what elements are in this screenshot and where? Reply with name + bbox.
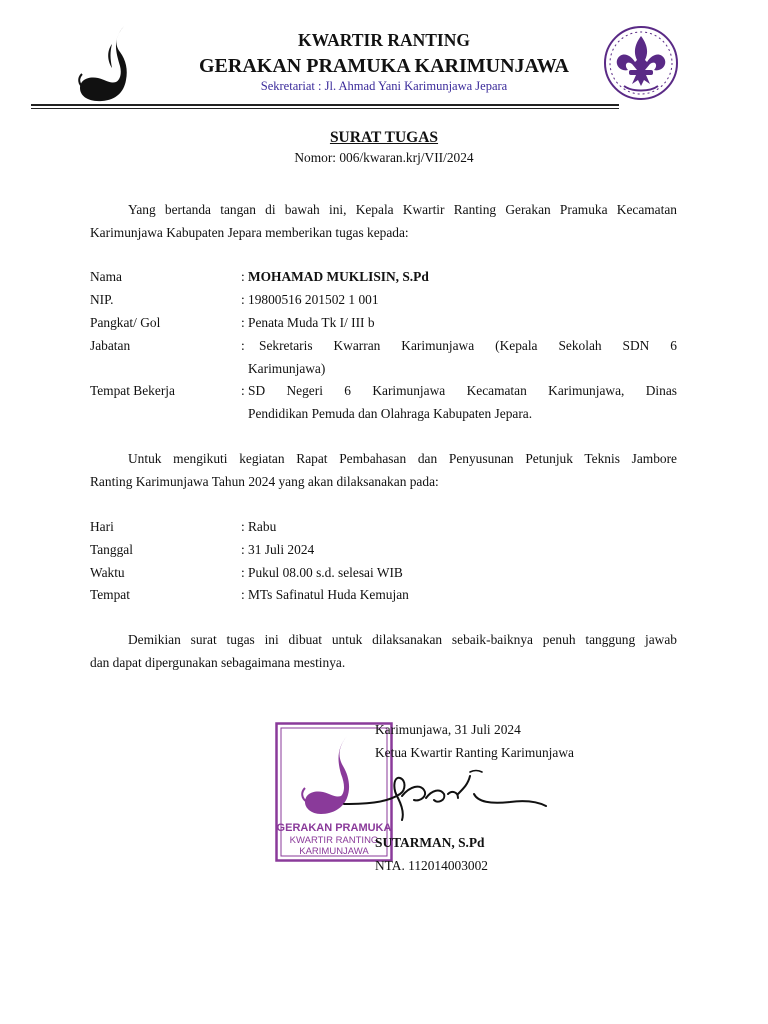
nip-label: NIP. xyxy=(90,292,114,307)
position-label: Jabatan xyxy=(90,338,131,353)
rank-label: Pangkat/ Gol xyxy=(90,315,161,330)
letterhead-title: KWARTIR RANTING xyxy=(298,30,470,50)
workplace-colon: : xyxy=(241,383,245,398)
intro-line-2: Karimunjawa Kabupaten Jepara memberikan tugas kepada: xyxy=(90,225,409,240)
letterhead-organization: GERAKAN PRAMUKA KARIMUNJAWA xyxy=(199,55,569,77)
workplace-value-line-2: Pendidikan Pemuda dan Olahraga Kabupaten Jepara. xyxy=(248,406,533,421)
time-label: Waktu xyxy=(90,565,125,580)
svg-text:KWARTIR RANTING: KWARTIR RANTING xyxy=(289,835,379,846)
position-value-line-1: Sekretaris Kwarran Karimunjawa (Kepala Sekolah SDN 6 xyxy=(259,338,677,353)
closing-line-2: dan dapat dipergunakan sebagaimana mestinya. xyxy=(90,655,346,670)
purpose-line-1: Untuk mengikuti kegiatan Rapat Pembahasan dan Penyusunan Petunjuk Teknis Jambore xyxy=(128,451,677,466)
date-label: Tanggal xyxy=(90,542,133,557)
signature-place-date: Karimunjawa, 31 Juli 2024 xyxy=(375,722,521,737)
letterhead-rule-top xyxy=(31,104,619,106)
document-number: Nomor: 006/kwaran.krj/VII/2024 xyxy=(294,150,474,165)
place-colon: : xyxy=(241,587,245,602)
position-colon: : xyxy=(241,338,245,353)
day-value: Rabu xyxy=(248,519,277,534)
position-value-line-2: Karimunjawa) xyxy=(248,361,326,376)
date-value: 31 Juli 2024 xyxy=(248,542,315,557)
nip-value: 19800516 201502 1 001 xyxy=(248,292,379,307)
date-colon: : xyxy=(241,542,245,557)
purpose-line-2: Ranting Karimunjawa Tahun 2024 yang akan dilaksanakan pada: xyxy=(90,474,439,489)
rank-colon: : xyxy=(241,315,245,330)
signature-role: Ketua Kwartir Ranting Karimunjawa xyxy=(375,745,574,760)
time-colon: : xyxy=(241,565,245,580)
intro-line-1: Yang bertanda tangan di bawah ini, Kepala Kwartir Ranting Gerakan Pramuka Kecamatan xyxy=(128,202,677,217)
name-label: Nama xyxy=(90,269,122,284)
place-value: MTs Safinatul Huda Kemujan xyxy=(248,587,409,602)
document-title: SURAT TUGAS xyxy=(329,129,439,146)
day-label: Hari xyxy=(90,519,114,534)
signatory-name: SUTARMAN, S.Pd xyxy=(375,835,485,850)
letterhead-address: Sekretariat : Jl. Ahmad Yani Karimunjawa Jepara xyxy=(260,79,508,93)
rank-value: Penata Muda Tk I/ III b xyxy=(248,315,375,330)
letterhead-rule-bottom xyxy=(31,108,619,109)
handwritten-signature xyxy=(340,764,550,824)
name-value: MOHAMAD MUKLISIN, S.Pd xyxy=(248,269,429,284)
day-colon: : xyxy=(241,519,245,534)
svg-text:GERAKAN PRAMUKA: GERAKAN PRAMUKA xyxy=(276,822,392,834)
workplace-value-line-1: SD Negeri 6 Karimunjawa Kecamatan Karimunjawa, Dinas xyxy=(248,383,677,398)
name-colon: : xyxy=(241,269,245,284)
nip-colon: : xyxy=(241,292,245,307)
svg-text:KARIMUNJAWA: KARIMUNJAWA xyxy=(299,846,369,857)
time-value: Pukul 08.00 s.d. selesai WIB xyxy=(248,565,403,580)
signatory-nta: NTA. 112014003002 xyxy=(375,858,488,873)
place-label: Tempat xyxy=(90,587,130,602)
closing-line-1: Demikian surat tugas ini dibuat untuk dilaksanakan sebaik-baiknya penuh tanggung jawab xyxy=(128,632,677,647)
workplace-label: Tempat Bekerja xyxy=(90,383,175,398)
scout-lily-seal-icon xyxy=(602,24,680,102)
